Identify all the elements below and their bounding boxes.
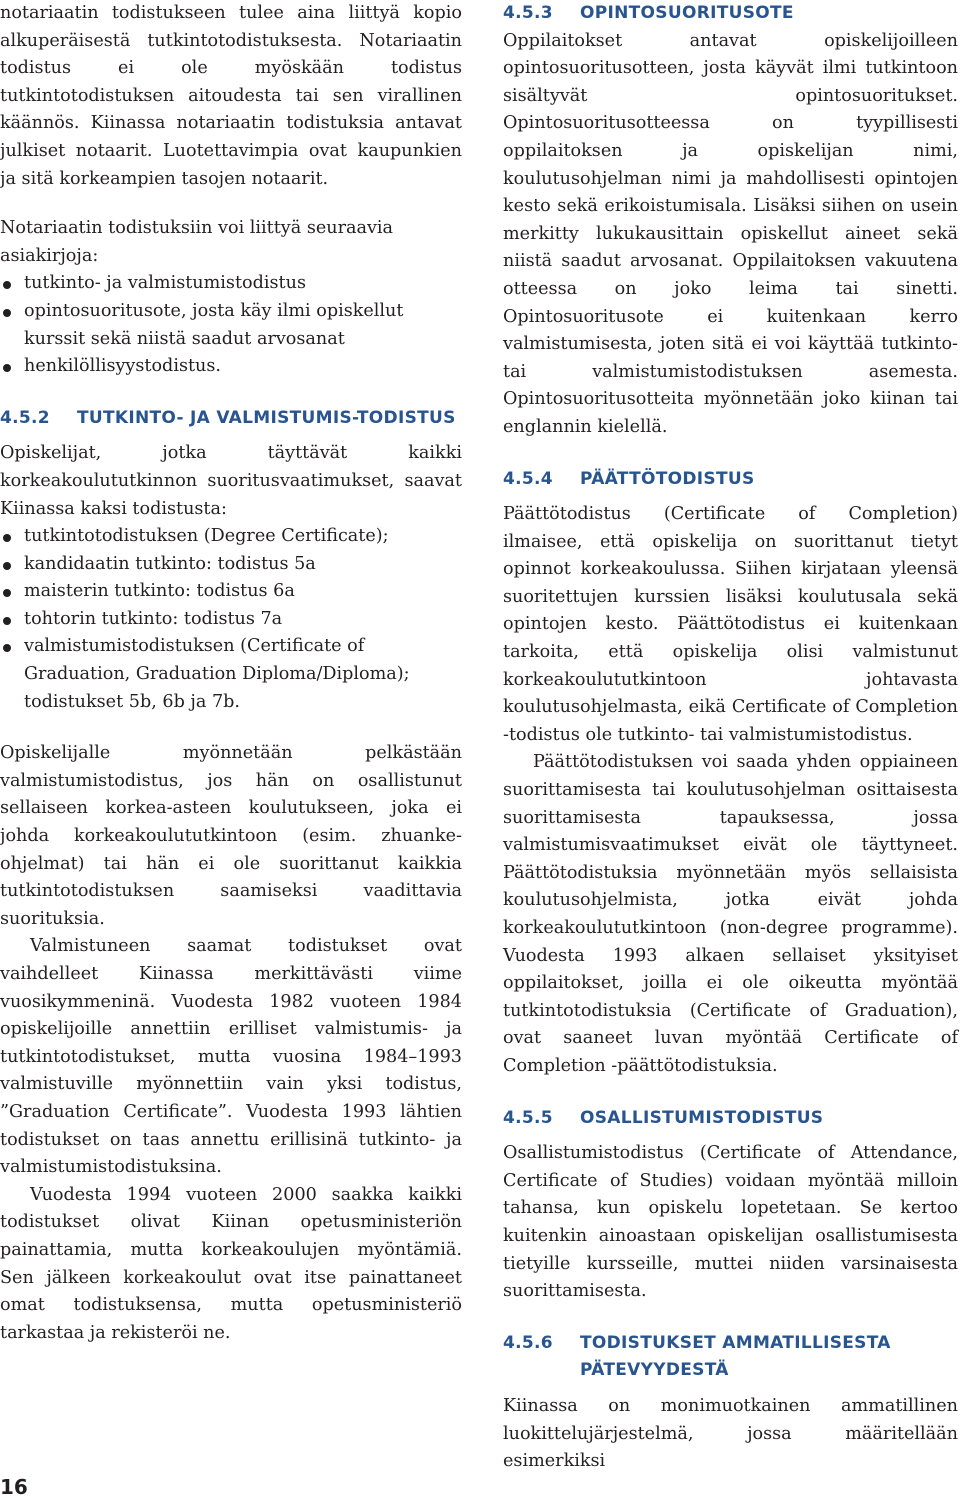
left-column [0,0,462,1347]
paragraph: Opiskelijat, jotka täyttävät kaikki korkeakoulututkinnon suoritusvaatimukset, saavat Kiinassa kaksi todistusta: [0,443,462,519]
paragraph: Oppilaitokset antavat opiskelijoilleen opintosuoritusotteen, josta käyvät ilmi tutkintoon sisältyvät opintosuoritukset. Opintosuoritusotteessa on tyypillisesti oppilaitoksen ja opiskelijan nimi, koulutusohjelman nimi ja mahdollisesti opintojen kesto sekä erikoistumisala. Lisäksi siihen on usein merkitty lukukausittain opiskellut aineet sekä niistä saadut arvosanat. Oppilaitoksen vakuutena otteessa on joko leima tai sinetti. Opintosuoritusote ei kuitenkaan kerro valmistumisesta, joten sitä ei voi käyttää tutkinto- tai valmistumistodistuksen asemesta. Opintosuoritusotteita myönnetään joko kiinan tai englannin kielellä. [503,30,958,437]
section-number: 4.5.3 [503,3,553,23]
list-item: henkilöllisyystodistus. [0,353,462,381]
section-title: TODISTUKSET AMMATILLISESTA PÄTEVYYDESTÄ [580,1332,891,1381]
list-item: tohtorin tutkinto: todistus 7a [0,606,462,634]
section-number: 4.5.2 [0,407,50,428]
list-item: tutkintotodistuksen (Degree Certificate); [0,523,462,551]
list-item: valmistumistodistuksen (Certificate of Graduation, Graduation Diploma/Diploma); todistukset 5b, 6b ja 7b. [0,633,462,716]
section-heading [0,405,462,433]
paragraph: Osallistumistodistus (Certificate of Attendance, Certificate of Studies) voidaan myöntää milloin tahansa, kun opiskelu lopetetaan. Se kertoo kuitenkin ainoastaan opiskelijan osallistumisesta tietyille kursseille, muttei niiden varsinaisesta suorittamisesta. [503,1143,958,1302]
paragraph: Valmistuneen saamat todistukset ovat vaihdelleet Kiinassa merkittävästi viime vuosikymmeninä. Vuodesta 1982 vuoteen 1984 opiskelijoille annettiin erilliset valmistumis- ja tutkintotodistukset, mutta vuosina 1984–1993 valmistuville myönnettiin vain yksi todistus, ”Graduation Certificate”. Vuodesta 1993 lähtien todistukset on taas annettu erillisinä tutkinto- ja valmistumistodistuksina. [0,936,462,1178]
list-item: kandidaatin tutkinto: todistus 5a [0,551,462,579]
right-column [503,0,958,1476]
list-item: opintosuoritusote, josta käy ilmi opiskellut kurssit sekä niistä saadut arvosanat [0,298,462,353]
section-title: TUTKINTO- JA VALMISTUMIS-TODISTUS [77,407,456,428]
section-number: 4.5.6 [503,1332,553,1353]
paragraph: Notariaatin todistuksiin voi liittyä seuraavia asiakirjoja: [0,218,394,266]
section-title: OSALLISTUMISTODISTUS [580,1107,824,1128]
list-item: tutkinto- ja valmistumistodistus [0,270,462,298]
bullet-list [0,270,462,380]
section-title: OPINTOSUORITUSOTE [580,3,794,23]
section-number: 4.5.4 [503,468,553,489]
section-heading [503,466,958,494]
paragraph: Vuodesta 1994 vuoteen 2000 saakka kaikki todistukset olivat Kiinan opetusministeriön painattamia, mutta korkeakoulujen myöntämiä. Sen jälkeen korkeakoulut ovat itse painattaneet omat todistuksensa, mutta opetusministeriö tarkastaa ja rekisteröi ne. [0,1184,462,1343]
section-heading [503,0,958,28]
paragraph: Kiinassa on monimuotkainen ammatillinen luokittelujärjestelmä, jossa määritellään esimerkiksi [503,1395,958,1472]
section-title: PÄÄTTÖTODISTUS [580,468,755,489]
section-heading [503,1105,958,1133]
paragraph: Päättötodistuksen voi saada yhden oppiaineen suorittamisesta tai koulutusohjelman osittaisesta suorittamisesta tapauksessa, jossa valmistumisvaatimukset eivät ole täyttyneet. Päättötodistuksia myönnetään myös sellaisista koulutusohjelmista, jotka eivät johda korkeakoulututkintoon (non-degree programme). Vuodesta 1993 alkaen sellaiset yksityiset oppilaitokset, joilla ei ole oikeutta myöntää tutkintotodistuksia (Certificate of Graduation), ovat saaneet luvan myöntää Certificate of Completion -päättötodistuksia. [503,752,958,1076]
paragraph: Opiskelijalle myönnetään pelkästään valmistumistodistus, jos hän on osallistunut sellaiseen korkea-asteen koulutukseen, joka ei johda korkeakoulututkintoon (esim. zhuanke-ohjelmat) tai hän ei ole suorittanut kaikkia tutkintotodistuksen saamiseksi vaadittavia suorituksia. [0,743,462,929]
page-number: 16 [0,1475,28,1499]
paragraph: Päättötodistus (Certificate of Completion) ilmaisee, että opiskelija on suorittanut tietyt opinnot korkeakoulussa. Siihen kirjataan yleensä suoritettujen kurssien lisäksi koulutusala sekä opintojen kesto. Päättötodistus ei kuitenkaan tarkoita, että opiskelija olisi valmistunut korkeakoulututkintoon johtavasta koulutusohjelmasta, eikä Certificate of Completion -todistus ole tutkinto- tai valmistumistodistus. [503,504,958,745]
list-item: maisterin tutkinto: todistus 6a [0,578,462,606]
section-heading [503,1330,958,1385]
paragraph: notariaatin todistukseen tulee aina liittyä kopio alkuperäisestä tutkintotodistuksesta. Notariaatin todistus ei ole myöskään todistus tutkintotodistuksen aitoudesta tai sen virallinen käännös. Kiinassa notariaatin todistuksia antavat julkiset notaarit. Luotettavimpia ovat kaupunkien ja sitä korkeampien tasojen notaarit. [0,3,462,189]
bullet-list [0,523,462,716]
section-number: 4.5.5 [503,1107,553,1128]
